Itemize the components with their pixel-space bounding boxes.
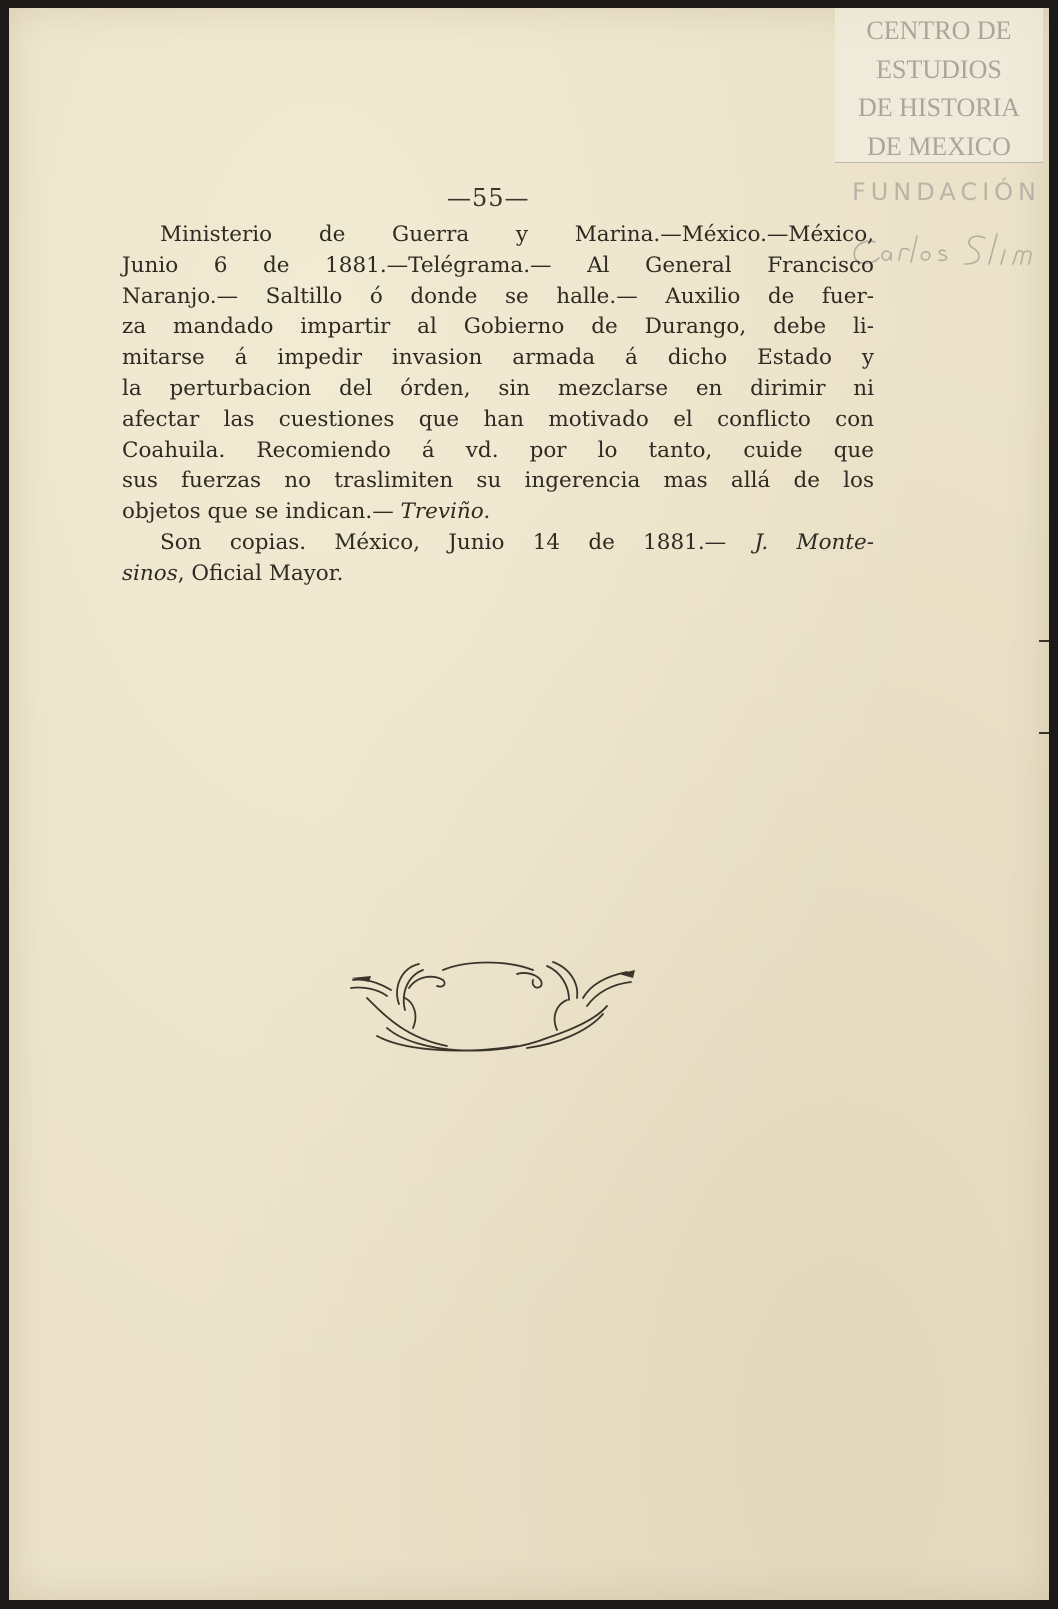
letter-line: Ministerio de Guerra y Marina.—México.—México,	[160, 222, 874, 247]
letter-line: za mandado impartir al Gobierno de Durango, debe li-	[122, 314, 874, 340]
letter-last-line	[122, 497, 874, 528]
closing-text: Son copias. México, Junio 14 de 1881.—	[160, 529, 755, 555]
stamp-line-4: DE MEXICO	[867, 131, 1011, 161]
archive-stamp	[835, 8, 1043, 163]
closing-signer-part-2: sinos	[122, 560, 178, 586]
edge-mark	[1039, 640, 1049, 642]
stamp-line-1: CENTRO DE	[866, 16, 1012, 45]
floral-scroll-ornament-icon	[347, 958, 639, 1058]
closing-line-1	[122, 528, 874, 559]
signature-logo-icon	[845, 224, 1045, 274]
stamp-line-2: ESTUDIOS	[876, 54, 1002, 84]
stamp-line-3: DE HISTORIA	[857, 93, 1021, 122]
letter-line: Naranjo.— Saltillo ó donde se halle.— Auxilio de fuer-	[122, 283, 874, 309]
page-number: —55—	[447, 184, 530, 212]
letter-line: afectar las cuestiones que han motivado el conflicto con	[122, 406, 874, 432]
closing-title: , Oficial Mayor.	[177, 560, 344, 586]
letter-body	[122, 220, 874, 590]
letter-line: Coahuila. Recomiendo á vd. por lo tanto, cuide que	[122, 437, 874, 463]
letter-line: Junio 6 de 1881.—Telégrama.— Al General Francisco	[122, 252, 874, 278]
closing-line-2	[122, 559, 874, 590]
letter-last-line-text: objetos que se indican.—	[122, 499, 401, 525]
letter-signer: Treviño.	[400, 499, 491, 525]
document-page	[9, 8, 1049, 1600]
letter-line: sus fuerzas no traslimiten su ingerencia mas allá de los	[122, 468, 874, 494]
closing-signer-part-1: J. Monte-	[754, 529, 874, 555]
edge-mark	[1039, 732, 1049, 734]
letter-line: la perturbacion del órden, sin mezclarse en dirimir ni	[122, 375, 874, 401]
letter-line: mitarse á impedir invasion armada á dicho Estado y	[122, 345, 874, 371]
fundacion-label: FUNDACIÓN	[851, 178, 1041, 206]
